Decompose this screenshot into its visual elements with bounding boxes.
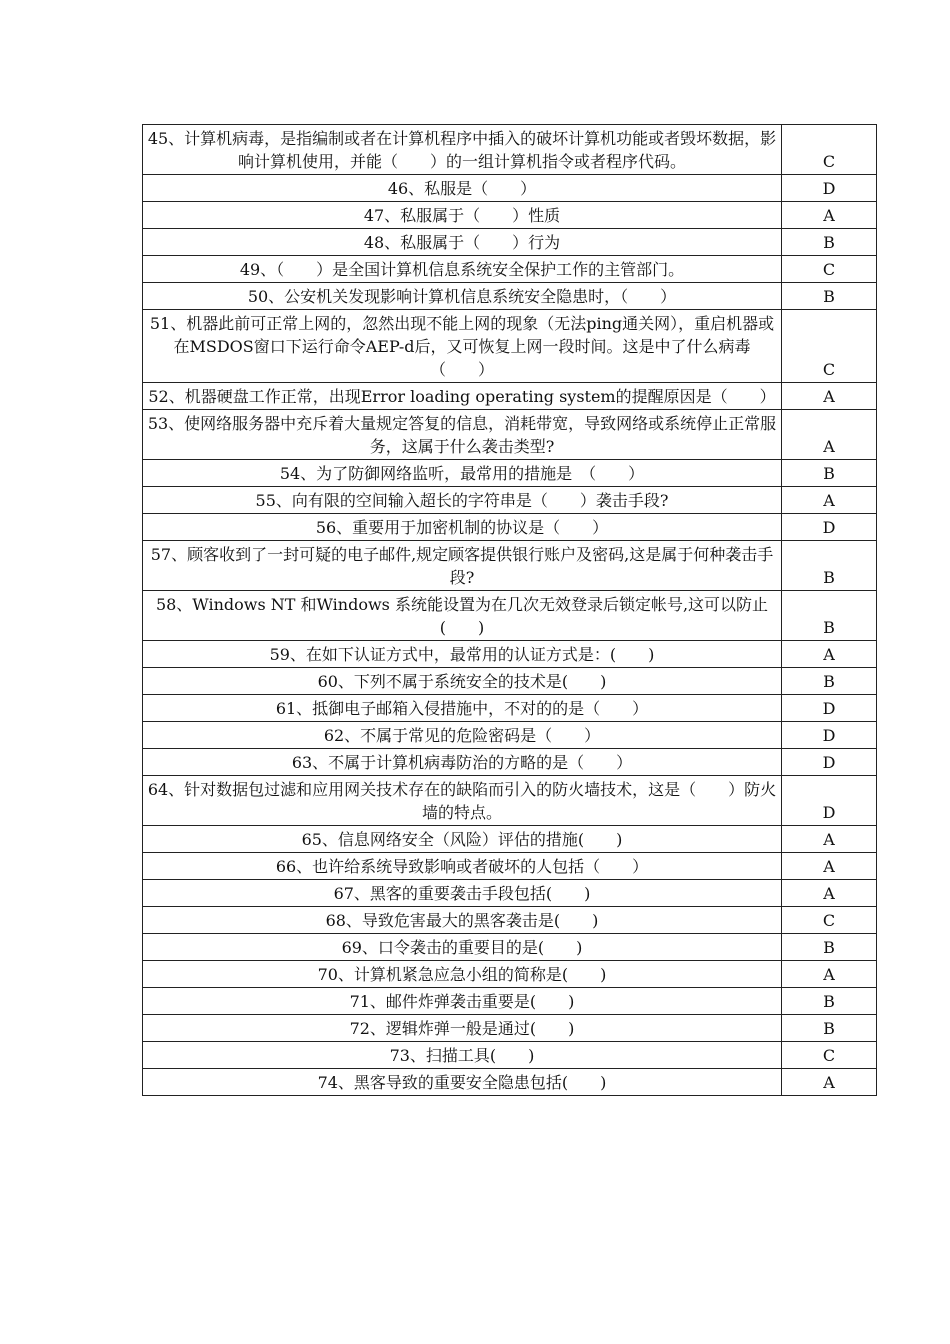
table-row — [143, 125, 877, 175]
table-row — [143, 961, 877, 988]
table-row — [143, 853, 877, 880]
table-row — [143, 383, 877, 410]
answer-cell: C — [782, 1042, 877, 1069]
question-text: 53、使网络服务器中充斥着大量规定答复的信息，消耗带宽，导致网络或系统停止正常服务，这属于什么袭击类型? — [143, 410, 782, 460]
table-row — [143, 460, 877, 487]
question-text: 45、计算机病毒，是指编制或者在计算机程序中插入的破坏计算机功能或者毁坏数据，影响计算机使用，并能（ ）的一组计算机指令或者程序代码。 — [143, 125, 782, 175]
question-text: 47、私服属于（ ）性质 — [143, 202, 782, 229]
answer-cell: A — [782, 487, 877, 514]
question-text: 51、机器此前可正常上网的，忽然出现不能上网的现象（无法ping通关网），重启机器或在MSDOS窗口下运行命令AEP-d后，又可恢复上网一段时间。这是中了什么病毒（ ） — [143, 310, 782, 383]
table-row — [143, 641, 877, 668]
question-text: 54、为了防御网络监听，最常用的措施是 （ ） — [143, 460, 782, 487]
question-text: 58、Windows NT 和Windows 系统能设置为在几次无效登录后锁定帐号,这可以防止( ) — [143, 591, 782, 641]
question-text: 46、私服是（ ） — [143, 175, 782, 202]
table-row — [143, 749, 877, 776]
question-text: 61、抵御电子邮箱入侵措施中，不对的的是（ ） — [143, 695, 782, 722]
question-text: 73、扫描工具( ) — [143, 1042, 782, 1069]
question-text: 57、顾客收到了一封可疑的电子邮件,规定顾客提供银行账户及密码,这是属于何种袭击手段? — [143, 541, 782, 591]
question-text: 60、下列不属于系统安全的技术是( ) — [143, 668, 782, 695]
answer-cell: A — [782, 880, 877, 907]
answer-cell: A — [782, 1069, 877, 1096]
answer-cell: A — [782, 383, 877, 410]
answer-cell: B — [782, 668, 877, 695]
answer-cell: D — [782, 749, 877, 776]
answer-cell: A — [782, 641, 877, 668]
question-table — [142, 124, 877, 1096]
table-row — [143, 175, 877, 202]
table-row — [143, 229, 877, 256]
table-row — [143, 1015, 877, 1042]
table-row — [143, 826, 877, 853]
table-row — [143, 695, 877, 722]
answer-cell: B — [782, 988, 877, 1015]
question-text: 68、导致危害最大的黑客袭击是( ) — [143, 907, 782, 934]
answer-cell: C — [782, 125, 877, 175]
answer-cell: B — [782, 1015, 877, 1042]
table-row — [143, 202, 877, 229]
answer-cell: A — [782, 410, 877, 460]
question-text: 49、（ ）是全国计算机信息系统安全保护工作的主管部门。 — [143, 256, 782, 283]
question-text: 64、针对数据包过滤和应用网关技术存在的缺陷而引入的防火墙技术，这是（ ）防火墙的特点。 — [143, 776, 782, 826]
table-row — [143, 776, 877, 826]
table-row — [143, 1069, 877, 1096]
answer-cell: D — [782, 175, 877, 202]
answer-cell: B — [782, 283, 877, 310]
table-row — [143, 487, 877, 514]
question-text: 72、逻辑炸弹一般是通过( ) — [143, 1015, 782, 1042]
question-text: 62、不属于常见的危险密码是（ ） — [143, 722, 782, 749]
table-row — [143, 310, 877, 383]
answer-cell: B — [782, 591, 877, 641]
answer-cell: B — [782, 460, 877, 487]
question-text: 71、邮件炸弹袭击重要是( ) — [143, 988, 782, 1015]
question-text: 66、也许给系统导致影响或者破坏的人包括（ ） — [143, 853, 782, 880]
question-text: 59、在如下认证方式中，最常用的认证方式是：( ) — [143, 641, 782, 668]
answer-cell: A — [782, 826, 877, 853]
answer-cell: D — [782, 695, 877, 722]
table-row — [143, 907, 877, 934]
table-row — [143, 934, 877, 961]
table-row — [143, 988, 877, 1015]
answer-cell: D — [782, 514, 877, 541]
question-text: 70、计算机紧急应急小组的简称是( ) — [143, 961, 782, 988]
question-text: 56、重要用于加密机制的协议是（ ） — [143, 514, 782, 541]
answer-cell: D — [782, 722, 877, 749]
question-text: 69、口令袭击的重要目的是( ) — [143, 934, 782, 961]
answer-cell: A — [782, 961, 877, 988]
answer-cell: C — [782, 256, 877, 283]
table-row — [143, 541, 877, 591]
question-text: 50、公安机关发现影响计算机信息系统安全隐患时，（ ） — [143, 283, 782, 310]
question-text: 65、信息网络安全（风险）评估的措施( ) — [143, 826, 782, 853]
table-row — [143, 514, 877, 541]
table-row — [143, 283, 877, 310]
table-row — [143, 256, 877, 283]
question-text: 52、机器硬盘工作正常，出现Error loading operating system的提醒原因是（ ） — [143, 383, 782, 410]
table-row — [143, 668, 877, 695]
question-table-body — [143, 125, 877, 1096]
table-row — [143, 722, 877, 749]
answer-cell: C — [782, 907, 877, 934]
answer-cell: A — [782, 853, 877, 880]
question-text: 67、黑客的重要袭击手段包括( ) — [143, 880, 782, 907]
answer-cell: B — [782, 934, 877, 961]
answer-cell: A — [782, 202, 877, 229]
question-text: 48、私服属于（ ）行为 — [143, 229, 782, 256]
question-text: 74、黑客导致的重要安全隐患包括( ) — [143, 1069, 782, 1096]
table-row — [143, 1042, 877, 1069]
question-text: 55、向有限的空间输入超长的字符串是（ ）袭击手段? — [143, 487, 782, 514]
table-row — [143, 410, 877, 460]
answer-cell: B — [782, 229, 877, 256]
answer-cell: D — [782, 776, 877, 826]
table-row — [143, 591, 877, 641]
question-text: 63、不属于计算机病毒防治的方略的是（ ） — [143, 749, 782, 776]
answer-cell: B — [782, 541, 877, 591]
answer-cell: C — [782, 310, 877, 383]
table-row — [143, 880, 877, 907]
